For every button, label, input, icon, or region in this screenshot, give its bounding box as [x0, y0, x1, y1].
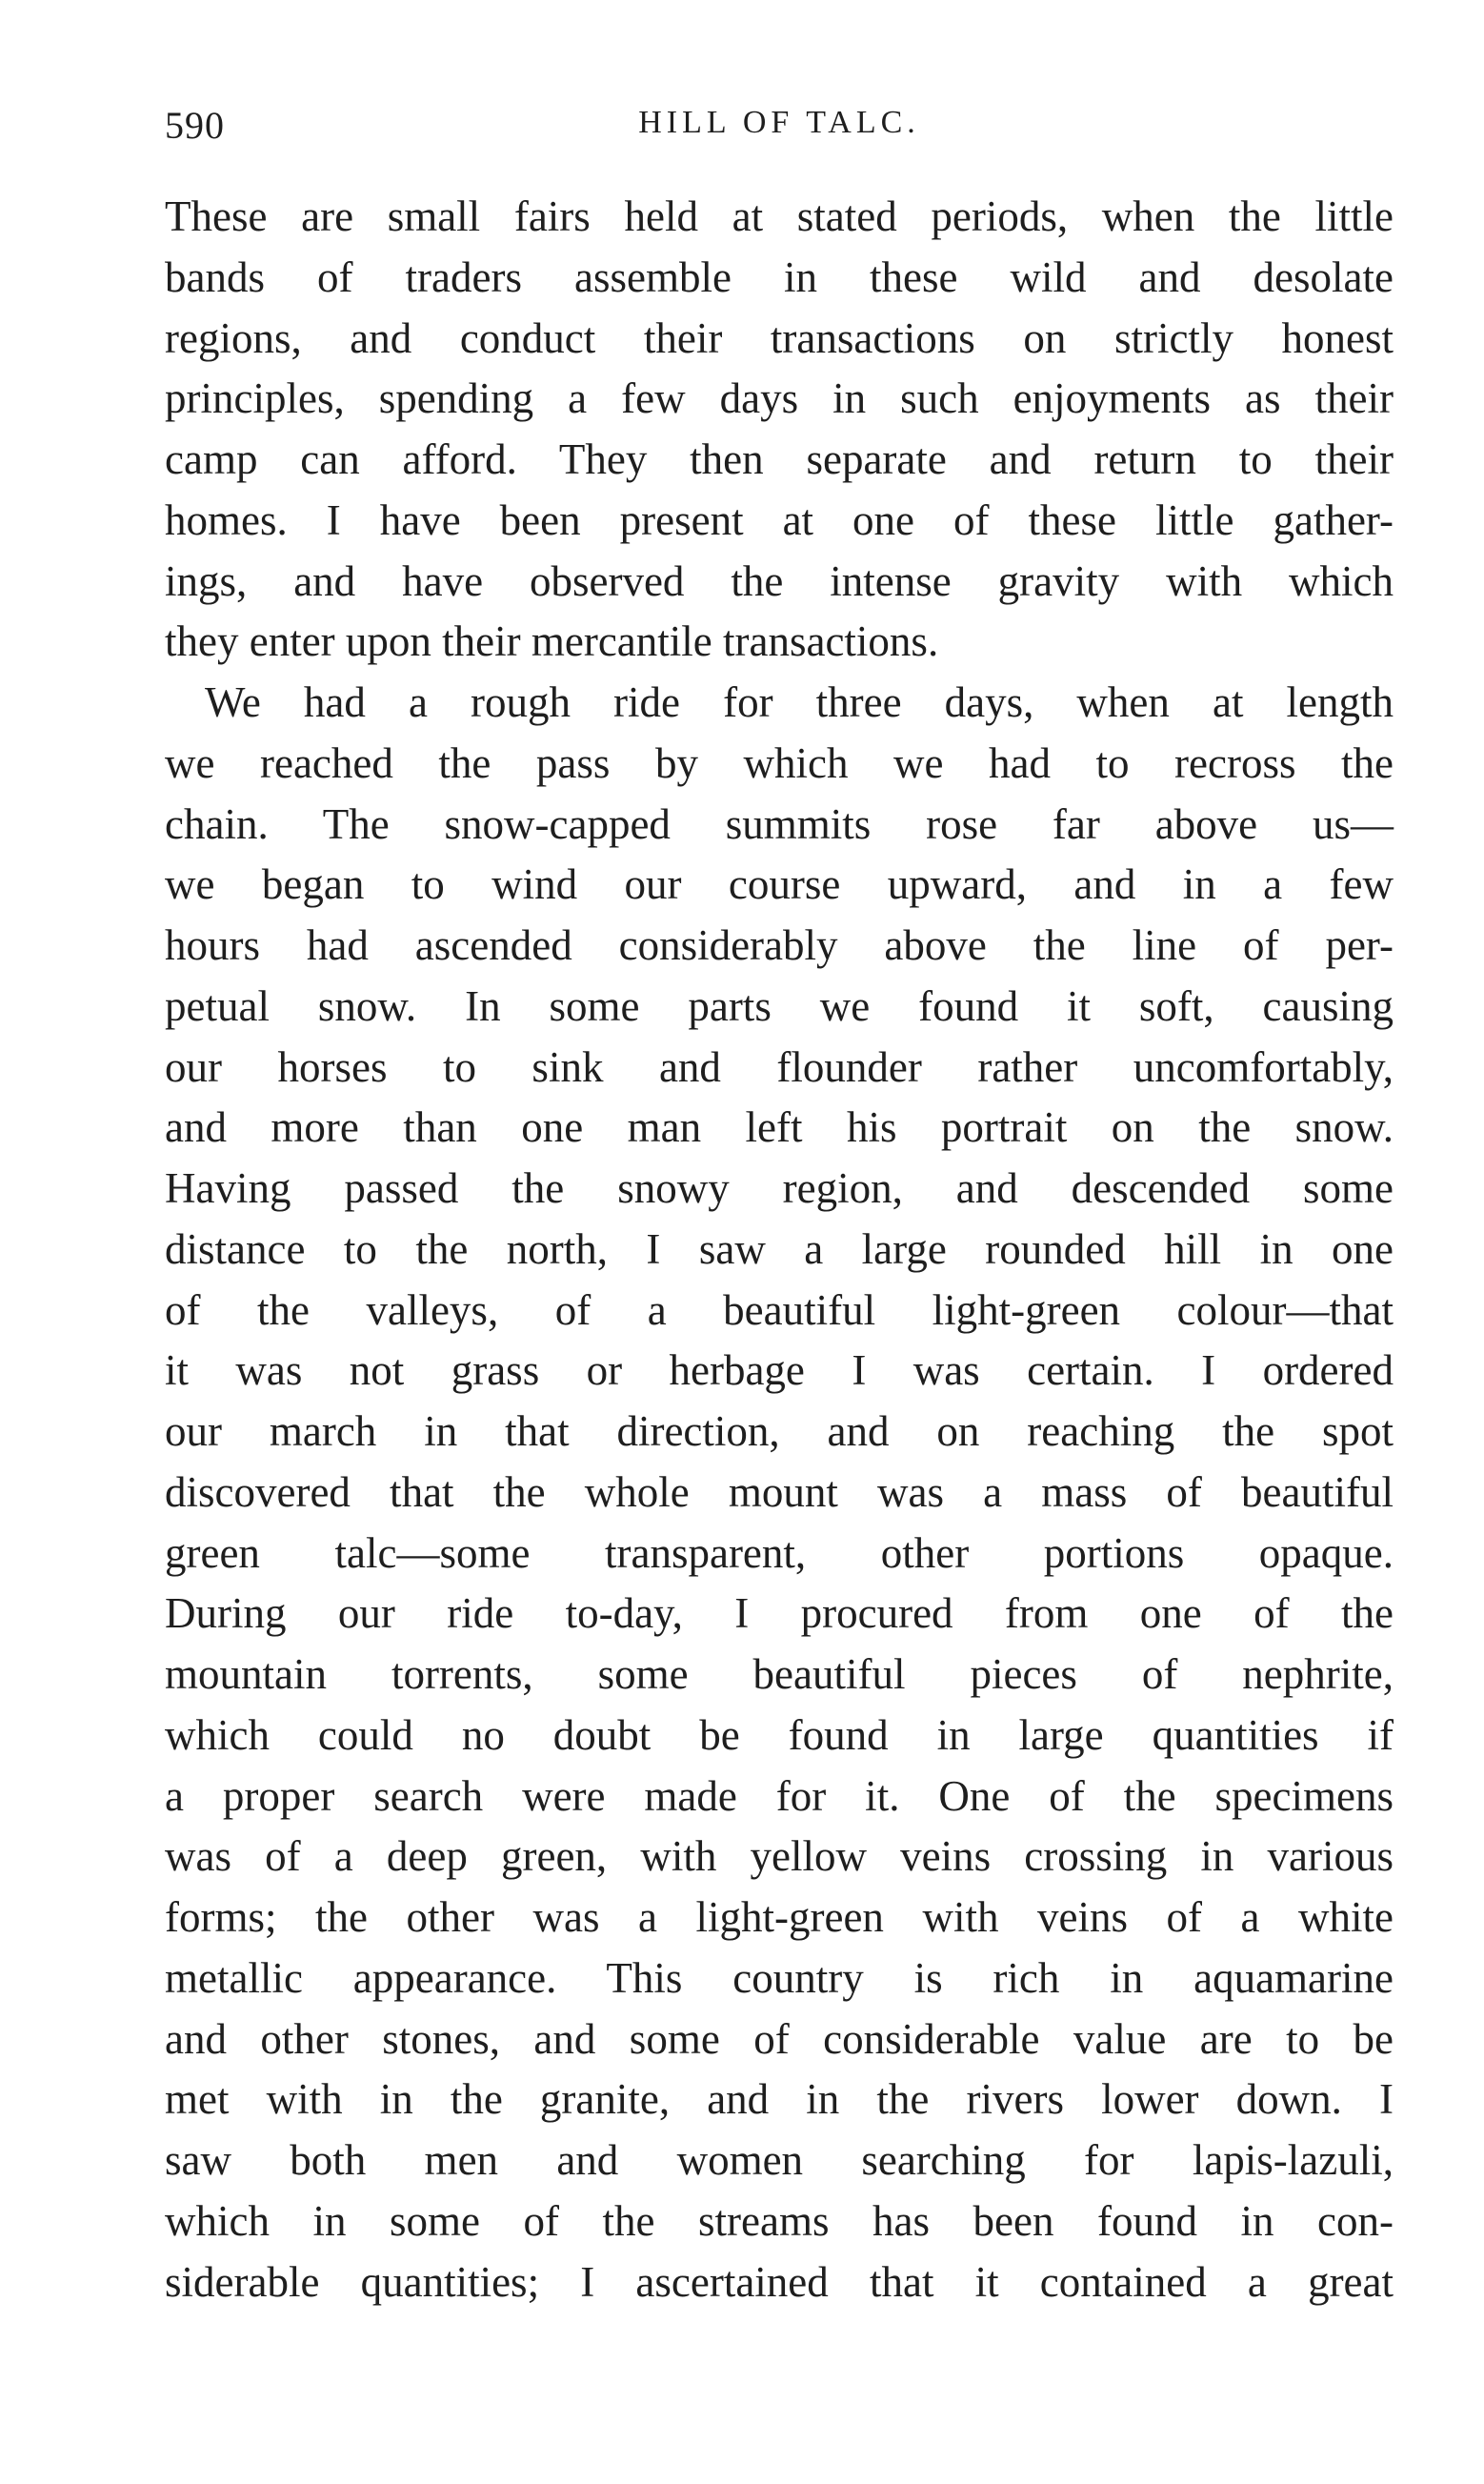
text-line: mountain torrents, some beautiful pieces of nephrite, — [165, 1650, 1394, 1698]
text-line: petual snow. In some parts we found it soft, causing — [165, 981, 1394, 1030]
page-number: 590 — [165, 104, 225, 147]
text-line: which in some of the streams has been found in con- — [165, 2196, 1394, 2245]
running-head — [165, 95, 1394, 152]
text-line: We had a rough ride for three days, when at length — [205, 678, 1394, 726]
text-line: and other stones, and some of considerable value are to be — [165, 2014, 1394, 2063]
text-line: These are small fairs held at stated periods, when the little — [165, 192, 1394, 240]
text-line: it was not grass or herbage I was certain. I ordered — [165, 1346, 1394, 1395]
text-line: our march in that direction, and on reaching the spot — [165, 1407, 1394, 1455]
text-line: Having passed the snowy region, and descended some — [165, 1164, 1394, 1212]
text-line: green talc—some transparent, other portions opaque. — [165, 1528, 1394, 1577]
text-line: which could no doubt be found in large quantities if — [165, 1710, 1394, 1759]
text-line: of the valleys, of a beautiful light-green colour—that — [165, 1285, 1394, 1334]
text-line: regions, and conduct their transactions on strictly honest — [165, 313, 1394, 362]
text-line: our horses to sink and flounder rather uncomfortably, — [165, 1042, 1394, 1091]
text-line: ings, and have observed the intense gravity with which — [165, 556, 1394, 605]
text-line: was of a deep green, with yellow veins crossing in various — [165, 1832, 1394, 1881]
text-line: we reached the pass by which we had to recross the — [165, 738, 1394, 787]
text-line: forms; the other was a light-green with veins of a white — [165, 1893, 1394, 1941]
text-line: hours had ascended considerably above the line of per- — [165, 921, 1394, 969]
text-line: metallic appearance. This country is rich in aquamarine — [165, 1953, 1394, 2002]
text-line: siderable quantities; I ascertained that it contained a great — [165, 2257, 1394, 2306]
running-title: HILL OF TALC. — [638, 105, 920, 140]
text-line: camp can afford. They then separate and return to their — [165, 435, 1394, 483]
text-line: and more than one man left his portrait on the snow. — [165, 1103, 1394, 1152]
body-text — [165, 187, 1394, 2312]
text-line: distance to the north, I saw a large rounded hill in one — [165, 1224, 1394, 1273]
text-line: chain. The snow-capped summits rose far above us— — [165, 799, 1394, 848]
text-line: we began to wind our course upward, and in a few — [165, 860, 1394, 909]
text-line: During our ride to-day, I procured from one of the — [165, 1589, 1394, 1638]
text-line: saw both men and women searching for lapis-lazuli, — [165, 2136, 1394, 2184]
text-line: a proper search were made for it. One of the specimens — [165, 1771, 1394, 1820]
text-line: they enter upon their mercantile transactions. — [165, 617, 939, 666]
text-line: bands of traders assemble in these wild and desolate — [165, 252, 1394, 301]
text-line: met with in the granite, and in the rivers lower down. I — [165, 2075, 1394, 2124]
text-line: homes. I have been present at one of these little gather- — [165, 495, 1394, 544]
text-line: principles, spending a few days in such enjoyments as their — [165, 374, 1394, 423]
text-line: discovered that the whole mount was a mass of beautiful — [165, 1467, 1394, 1516]
